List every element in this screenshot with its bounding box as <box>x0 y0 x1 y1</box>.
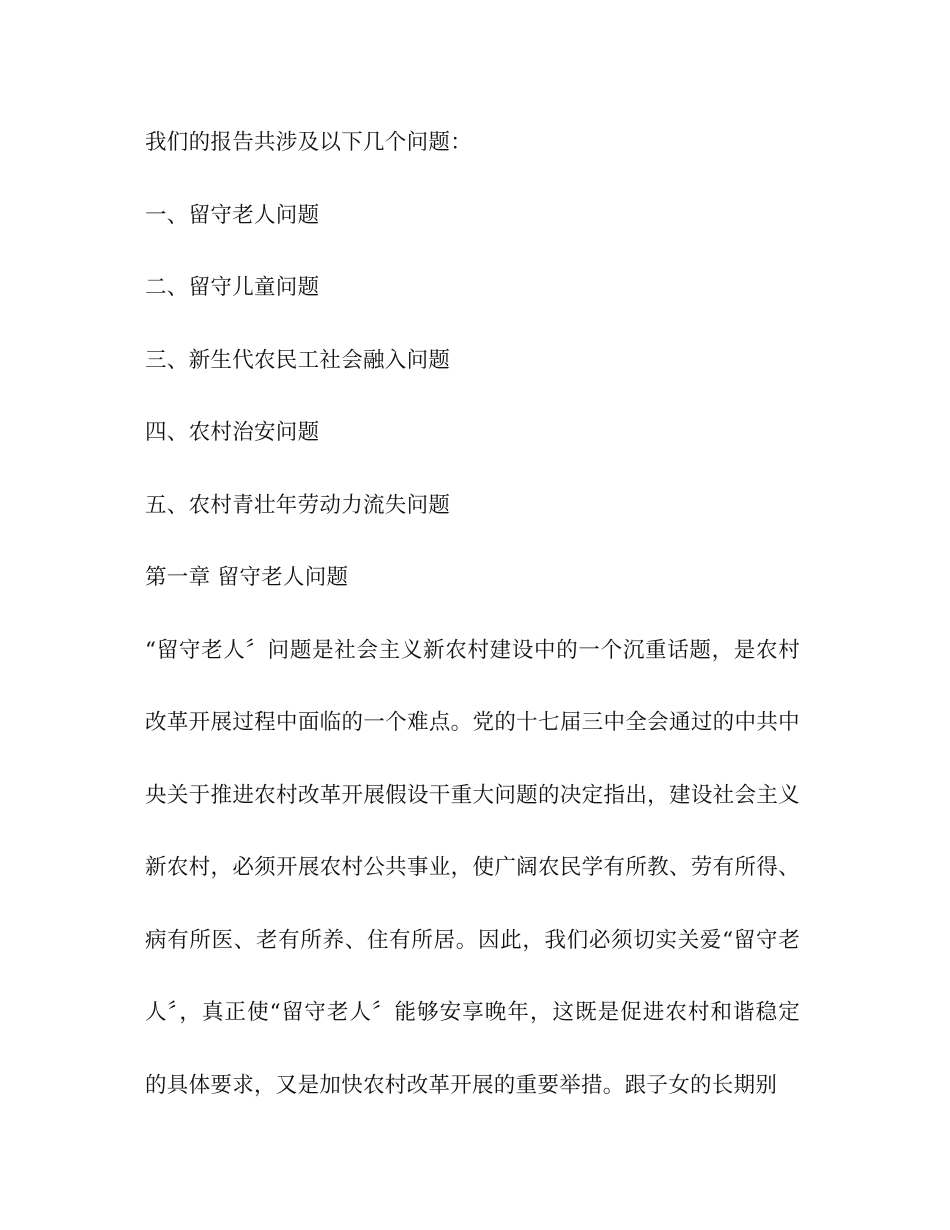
paragraph-line-2: 改革开展过程中面临的一个难点。党的十七届三中全会通过的中共中 <box>145 710 800 735</box>
paragraph-line-4: 新农村，必须开展农村公共事业，使广阔农民学有所教、劳有所得、 <box>145 855 800 880</box>
list-item-4: 四、农村治安问题 <box>145 420 320 445</box>
paragraph-line-6: 人〞，真正使“留守老人〞能够安享晚年，这既是促进农村和谐稳定 <box>145 1000 800 1025</box>
paragraph-line-7: 的具体要求，又是加快农村改革开展的重要举措。跟子女的长期别 <box>145 1072 778 1098</box>
document-body <box>145 125 815 1140</box>
paragraph-line-3: 央关于推进农村改革开展假设干重大问题的决定指出，建设社会主义 <box>145 782 800 808</box>
list-item-5: 五、农村青壮年劳动力流失问题 <box>145 492 451 518</box>
paragraph-line-5: 病有所医、老有所养、住有所居。因此，我们必须切实关爱“留守老 <box>145 927 800 953</box>
list-item-1: 一、留守老人问题 <box>145 202 320 228</box>
list-item-3: 三、新生代农民工社会融入问题 <box>145 347 451 373</box>
list-item-2: 二、留守儿童问题 <box>145 275 320 300</box>
chapter-title: 第一章 留守老人问题 <box>145 565 349 590</box>
intro-text: 我们的报告共涉及以下几个问题： <box>145 130 473 155</box>
paragraph-line-1: “留守老人〞问题是社会主义新农村建设中的一个沉重话题，是农村 <box>145 637 800 663</box>
